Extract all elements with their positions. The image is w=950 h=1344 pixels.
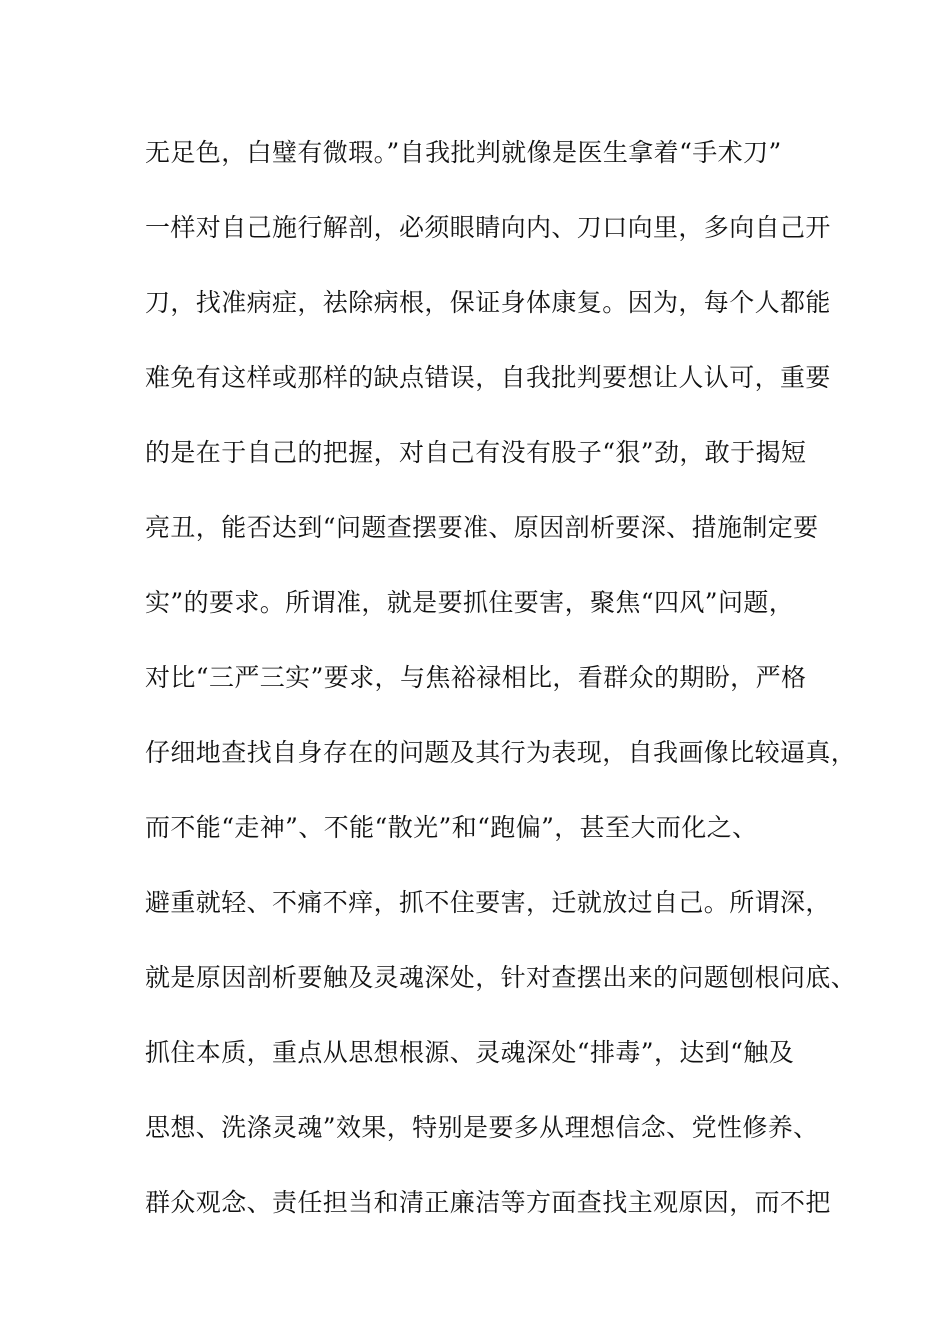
text-line: 对比“三严三实”要求，与焦裕禄相比，看群众的期盼，严格	[145, 663, 807, 692]
text-line: 群众观念、责任担当和清正廉洁等方面查找主观原因，而不把	[145, 1188, 831, 1217]
text-line: 避重就轻、不痛不痒，抓不住要害，迁就放过自己。所谓深，	[145, 888, 831, 917]
text-line: 而不能“走神”、不能“散光”和“跑偏”，甚至大而化之、	[145, 813, 758, 842]
text-line: 就是原因剖析要触及灵魂深处，针对查摆出来的问题刨根问底、	[145, 963, 857, 992]
text-line: 无足色，白璧有微瑕。”自我批判就像是医生拿着“手术刀”	[145, 138, 782, 167]
text-line: 刀，找准病症，祛除病根，保证身体康复。因为，每个人都能	[145, 288, 831, 317]
body-text	[145, 131, 857, 1256]
text-line: 实”的要求。所谓准，就是要抓住要害，聚焦“四风”问题，	[145, 588, 795, 617]
text-line: 思想、洗涤灵魂”效果，特别是要多从理想信念、党性修养、	[145, 1113, 819, 1142]
text-line: 的是在于自己的把握，对自己有没有股子“狠”劲，敢于揭短	[145, 438, 807, 467]
text-line: 仔细地查找自身存在的问题及其行为表现，自我画像比较逼真，	[145, 738, 857, 767]
text-line: 亮丑，能否达到“问题查摆要准、原因剖析要深、措施制定要	[145, 513, 819, 542]
text-line: 抓住本质，重点从思想根源、灵魂深处“排毒”，达到“触及	[145, 1038, 795, 1067]
text-line: 难免有这样或那样的缺点错误，自我批判要想让人认可，重要	[145, 363, 831, 392]
text-line: 一样对自己施行解剖，必须眼睛向内、刀口向里，多向自己开	[145, 213, 831, 242]
